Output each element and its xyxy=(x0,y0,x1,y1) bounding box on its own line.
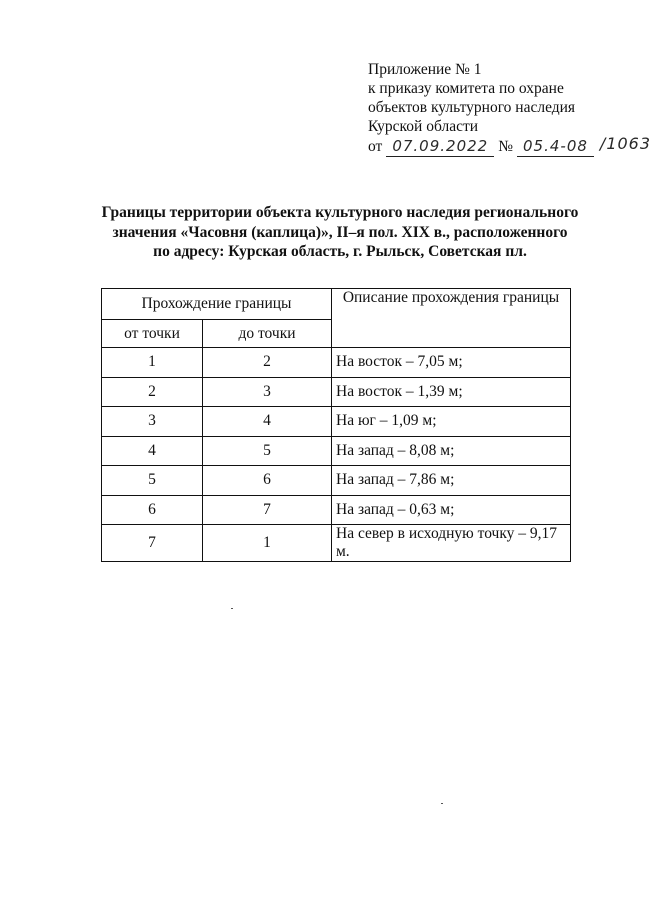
appendix-line: к приказу комитета по охране xyxy=(368,80,564,97)
cell-description: На восток – 1,39 м; xyxy=(332,377,571,407)
cell-description: На север в исходную точку – 9,17 м. xyxy=(332,525,571,562)
appendix-line: Курской области xyxy=(368,118,479,135)
title-line: Границы территории объекта культурного наследия регионального xyxy=(101,204,579,221)
header-boundary-passage: Прохождение границы xyxy=(102,289,332,320)
document-title xyxy=(90,203,590,262)
cell-from: 5 xyxy=(102,466,203,496)
title-line: по адресу: Курская область, г. Рыльск, Советская пл. xyxy=(153,243,527,260)
cell-from: 7 xyxy=(102,525,203,562)
table-row xyxy=(102,495,571,525)
cell-from: 4 xyxy=(102,436,203,466)
from-label: от xyxy=(368,138,383,155)
order-number: 05.4-08 xyxy=(517,137,594,157)
header-from-point: от точки xyxy=(102,320,203,348)
order-number-suffix: /1063 xyxy=(599,134,651,153)
table-row xyxy=(102,525,571,562)
cell-description: На запад – 7,86 м; xyxy=(332,466,571,496)
table-row xyxy=(102,466,571,496)
appendix-line: объектов культурного наследия xyxy=(368,99,576,116)
cell-to: 6 xyxy=(203,466,332,496)
table-row xyxy=(102,377,571,407)
order-date: 07.09.2022 xyxy=(386,137,494,157)
cell-description: На запад – 0,63 м; xyxy=(332,495,571,525)
cell-to: 3 xyxy=(203,377,332,407)
cell-to: 7 xyxy=(203,495,332,525)
cell-from: 2 xyxy=(102,377,203,407)
scan-speck xyxy=(231,608,233,609)
cell-from: 3 xyxy=(102,407,203,437)
cell-to: 5 xyxy=(203,436,332,466)
table-row xyxy=(102,407,571,437)
table-row xyxy=(102,436,571,466)
scan-speck xyxy=(441,803,443,804)
header-to-point: до точки xyxy=(203,320,332,348)
appendix-header xyxy=(368,60,651,157)
cell-description: На восток – 7,05 м; xyxy=(332,348,571,378)
boundary-table xyxy=(101,288,571,562)
cell-to: 2 xyxy=(203,348,332,378)
cell-description: На юг – 1,09 м; xyxy=(332,407,571,437)
cell-from: 1 xyxy=(102,348,203,378)
header-description: Описание прохождения границы xyxy=(332,289,571,348)
cell-from: 6 xyxy=(102,495,203,525)
table-row xyxy=(102,348,571,378)
title-line: значения «Часовня (каплица)», II–я пол. XIX в., расположенного xyxy=(112,223,568,241)
order-reference xyxy=(368,136,651,157)
cell-description: На запад – 8,08 м; xyxy=(332,436,571,466)
appendix-line: Приложение № 1 xyxy=(368,61,482,78)
cell-to: 4 xyxy=(203,407,332,437)
cell-to: 1 xyxy=(203,525,332,562)
number-label: № xyxy=(498,138,514,155)
